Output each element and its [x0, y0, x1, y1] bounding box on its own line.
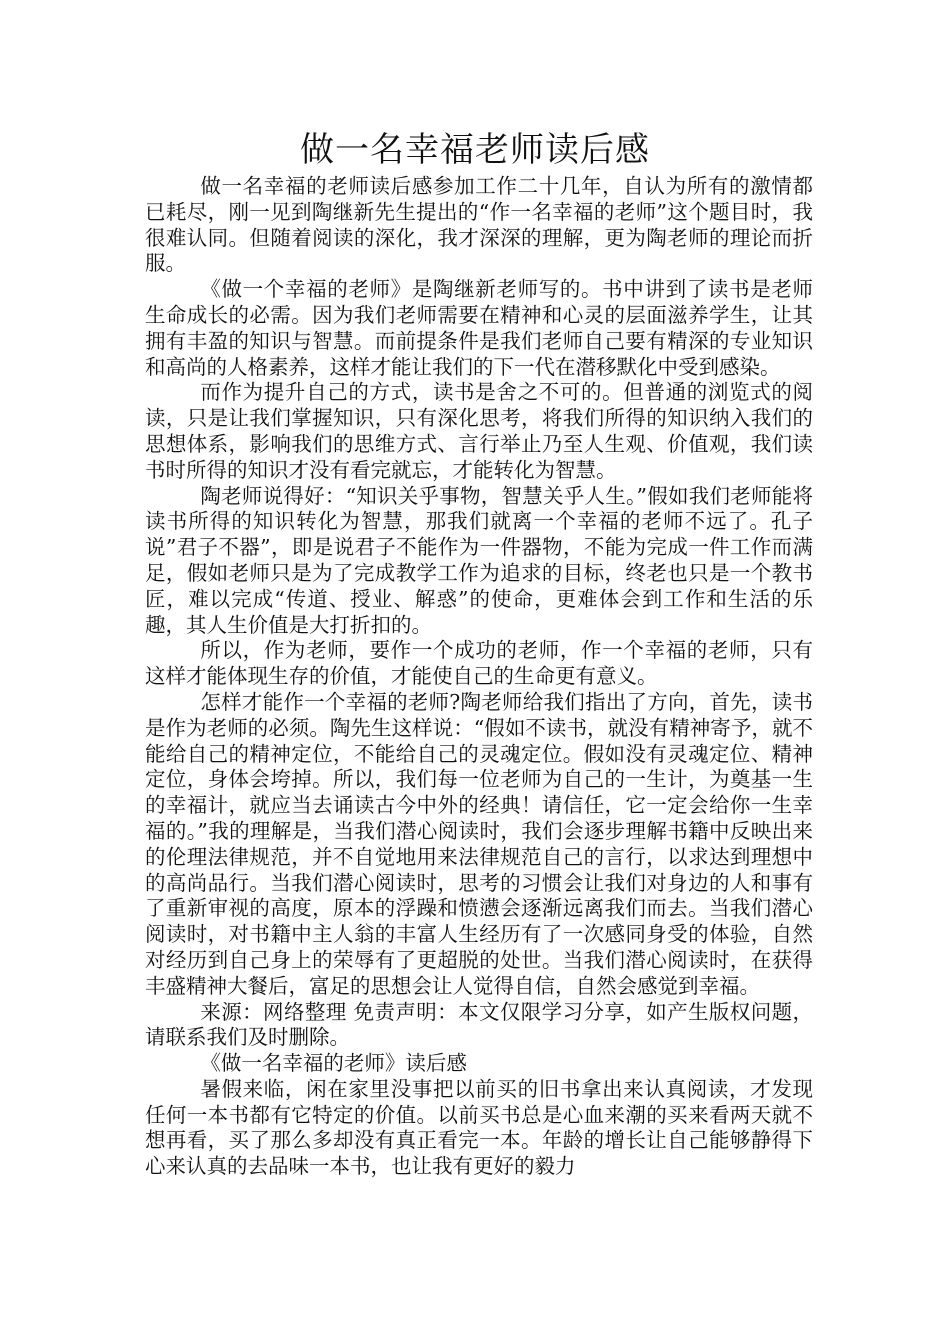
paragraph-3: 而作为提升自己的方式，读书是舍之不可的。但普通的浏览式的阅读，只是让我们掌握知识，只有深化思考，将我们所得的知识纳入我们的思想体系，影响我们的思维方式、言行举止乃至人生观、价值观，我们读书时所得的知识才没有看完就忘，才能转化为智慧。 [145, 380, 813, 482]
paragraph-4: 陶老师说得好：“知识关乎事物，智慧关乎人生。”假如我们老师能将读书所得的知识转化为智慧，那我们就离一个幸福的老师不远了。孔子说”君子不器”，即是说君子不能作为一件器物，不能为完成一件工作而满足，假如老师只是为了完成教学工作为追求的目标，终老也只是一个教书匠，难以完成“传道、授业、解惑”的使命，更难体会到工作和生活的乐趣，其人生价值是大打折扣的。 [145, 483, 813, 637]
paragraph-6: 怎样才能作一个幸福的老师?陶老师给我们指出了方向，首先，读书是作为老师的必须。陶先生这样说：“假如不读书，就没有精神寄予，就不能给自己的精神定位，不能给自己的灵魂定位。假如没有灵魂定位、精神定位，身体会垮掉。所以，我们每一位老师为自己的一生计，为奠基一生的幸福计，就应当去诵读古今中外的经典！请信任，它一定会给你一生幸福的。”我的理解是，当我们潜心阅读时，我们会逐步理解书籍中反映出来的伦理法律规范，并不自觉地用来法律规范自己的言行，以求达到理想中的高尚品行。当我们潜心阅读时，思考的习惯会让我们对身边的人和事有了重新审视的高度，原本的浮躁和愤懑会逐渐远离我们而去。当我们潜心阅读时，对书籍中主人翁的丰富人生经历有了一次感同身受的体验，自然对经历到自己身上的荣辱有了更超脱的处世。当我们潜心阅读时，在获得丰盛精神大餐后，富足的思想会让人觉得自信，自然会感觉到幸福。 [145, 689, 813, 998]
paragraph-2: 《做一个幸福的老师》是陶继新老师写的。书中讲到了读书是老师生命成长的必需。因为我们老师需要在精神和心灵的层面滋养学生，让其拥有丰盈的知识与智慧。而前提条件是我们老师自己要有精深的专业知识和高尚的人格素养，这样才能让我们的下一代在潜移默化中受到感染。 [145, 277, 813, 379]
page-title: 做一名幸福老师读后感 [300, 130, 650, 170]
source-disclaimer: 来源：网络整理 免责声明：本文仅限学习分享，如产生版权问题，请联系我们及时删除。 [145, 999, 813, 1050]
paragraph-7: 暑假来临，闲在家里没事把以前买的旧书拿出来认真阅读，才发现任何一本书都有它特定的价值。以前买书总是心血来潮的买来看两天就不想再看，买了那么多却没有真正看完一本。年龄的增长让自己能够静得下心来认真的去品味一本书，也让我有更好的毅力 [145, 1076, 813, 1179]
paragraph-5: 所以，作为老师，要作一个成功的老师，作一个幸福的老师，只有这样才能体现生存的价值，才能使自己的生命更有意义。 [145, 638, 813, 689]
paragraph-1: 做一名幸福的老师读后感参加工作二十几年，自认为所有的激情都已耗尽，刚一见到陶继新先生提出的“作一名幸福的老师”这个题目时，我很难认同。但随着阅读的深化，我才深深的理解，更为陶老师的理论而折服。 [145, 174, 813, 276]
section-subtitle: 《做一名幸福的老师》读后感 [200, 1051, 467, 1076]
document-body [145, 174, 813, 1180]
